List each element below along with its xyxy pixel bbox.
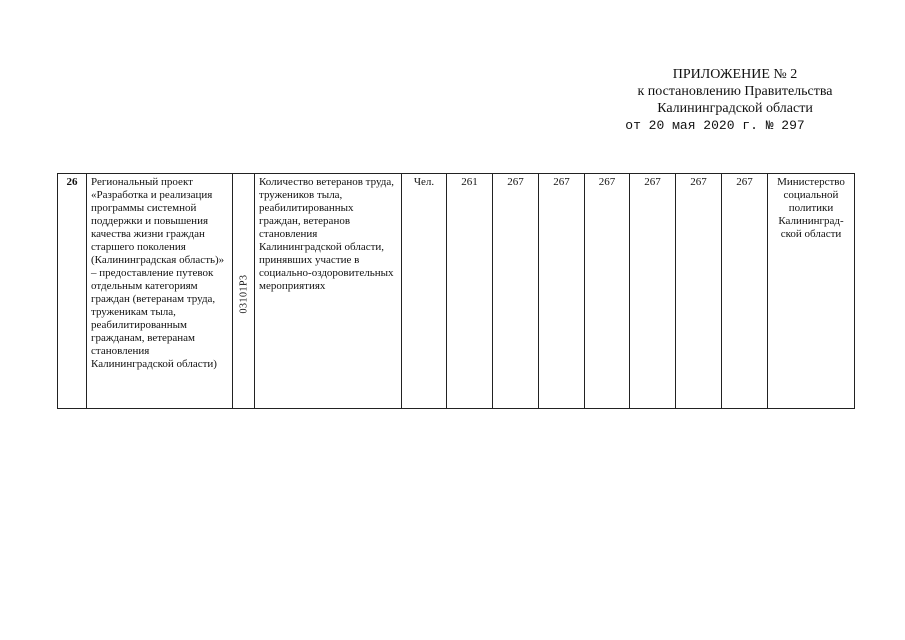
appendix-title: ПРИЛОЖЕНИЕ № 2: [672, 67, 798, 82]
appendix-line-1: к постановлению Правительства: [637, 84, 833, 99]
budget-code-cell: [233, 174, 255, 409]
value-cell: 267: [630, 174, 676, 409]
project-name: Региональный проект «Разработка и реализация программы системной поддержки и повышения качества жизни граждан старшего поколения (Калининградская область)» – предоставление путевок отдельным категориям граждан (ветеранам труда, труженикам тыла, реабилитированным гражданам, ветеранам становления Калининградской области): [87, 174, 233, 409]
value-cell: 267: [493, 174, 539, 409]
table-row: [58, 174, 855, 409]
indicator-name: Количество ветеранов труда, тружеников тыла, реабилитированных граждан, ветеранов становления Калининградской области, принявших участие в социально-оздоровительных мероприятиях: [255, 174, 402, 409]
budget-code: 03101P3: [238, 274, 249, 314]
program-table: [57, 173, 855, 409]
value-cell: 267: [539, 174, 585, 409]
appendix-line-2: Калининградской области: [657, 101, 813, 116]
value-cell: 261: [447, 174, 493, 409]
appendix-date-line: от 20 мая 2020 г. № 297: [625, 118, 805, 133]
value-cell: 267: [585, 174, 630, 409]
row-number: 26: [58, 174, 87, 409]
appendix-header: [615, 66, 855, 134]
unit: Чел.: [402, 174, 447, 409]
value-cell: 267: [676, 174, 722, 409]
value-cell: 267: [722, 174, 768, 409]
responsible-ministry: Министерство социальной политики Калининград-ской области: [768, 174, 855, 409]
